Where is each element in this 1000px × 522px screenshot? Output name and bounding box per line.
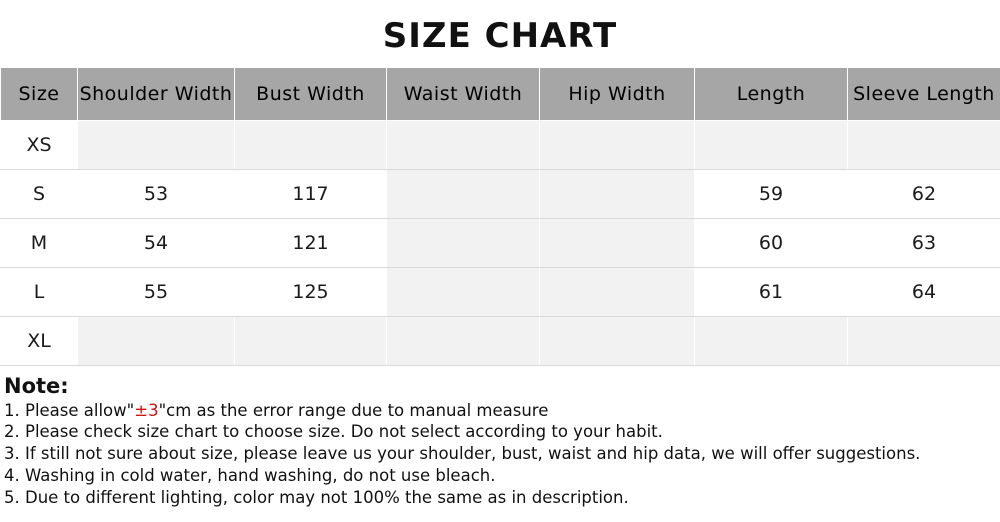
cell-size: S <box>1 170 78 219</box>
cell-waist <box>387 219 540 268</box>
cell-hip <box>540 219 695 268</box>
column-header-hip-width: Hip Width <box>540 68 695 121</box>
cell-sleeve <box>848 121 1000 170</box>
cell-sleeve: 63 <box>848 219 1000 268</box>
notes-section <box>0 366 1000 508</box>
cell-bust: 117 <box>235 170 387 219</box>
cell-length <box>695 317 848 366</box>
note-1-prefix: 1. Please allow" <box>4 400 135 420</box>
table-row <box>1 268 1000 317</box>
cell-length <box>695 121 848 170</box>
cell-shoulder: 54 <box>78 219 235 268</box>
table-header <box>1 68 1000 121</box>
cell-length: 60 <box>695 219 848 268</box>
page-title: SIZE CHART <box>382 16 618 56</box>
table-row <box>1 219 1000 268</box>
cell-hip <box>540 268 695 317</box>
table-body <box>1 121 1000 366</box>
table-header-row <box>1 68 1000 121</box>
tolerance-value: ±3 <box>134 400 159 420</box>
note-line-3: 3. If still not sure about size, please leave us your shoulder, bust, waist and hip data, we will offer suggestions. <box>4 444 921 464</box>
column-header-size: Size <box>1 68 78 121</box>
note-1-suffix: "cm as the error range due to manual measure <box>158 400 549 420</box>
cell-waist <box>387 121 540 170</box>
note-line-1 <box>4 400 996 422</box>
column-header-length: Length <box>695 68 848 121</box>
cell-bust <box>235 121 387 170</box>
cell-bust: 125 <box>235 268 387 317</box>
cell-sleeve <box>848 317 1000 366</box>
note-line-4: 4. Washing in cold water, hand washing, do not use bleach. <box>4 465 496 485</box>
cell-hip <box>540 170 695 219</box>
cell-bust: 121 <box>235 219 387 268</box>
cell-bust <box>235 317 387 366</box>
cell-shoulder: 55 <box>78 268 235 317</box>
cell-sleeve: 62 <box>848 170 1000 219</box>
size-chart-table <box>0 67 1000 366</box>
cell-shoulder <box>78 121 235 170</box>
column-header-bust-width: Bust Width <box>235 68 387 121</box>
cell-hip <box>540 317 695 366</box>
note-line-2: 2. Please check size chart to choose size. Do not select according to your habit. <box>4 422 663 442</box>
column-header-sleeve-length: Sleeve Length <box>848 68 1000 121</box>
table-row <box>1 170 1000 219</box>
cell-hip <box>540 121 695 170</box>
table-row <box>1 121 1000 170</box>
cell-size: L <box>1 268 78 317</box>
table-row <box>1 317 1000 366</box>
cell-length: 61 <box>695 268 848 317</box>
cell-size: XL <box>1 317 78 366</box>
column-header-shoulder-width: Shoulder Width <box>78 68 235 121</box>
cell-size: XS <box>1 121 78 170</box>
cell-waist <box>387 317 540 366</box>
cell-shoulder <box>78 317 235 366</box>
column-header-waist-width: Waist Width <box>387 68 540 121</box>
note-line-5: 5. Due to different lighting, color may not 100% the same as in description. <box>4 487 629 507</box>
notes-heading: Note: <box>4 374 69 399</box>
cell-size: M <box>1 219 78 268</box>
cell-waist <box>387 268 540 317</box>
cell-waist <box>387 170 540 219</box>
cell-sleeve: 64 <box>848 268 1000 317</box>
cell-shoulder: 53 <box>78 170 235 219</box>
cell-length: 59 <box>695 170 848 219</box>
